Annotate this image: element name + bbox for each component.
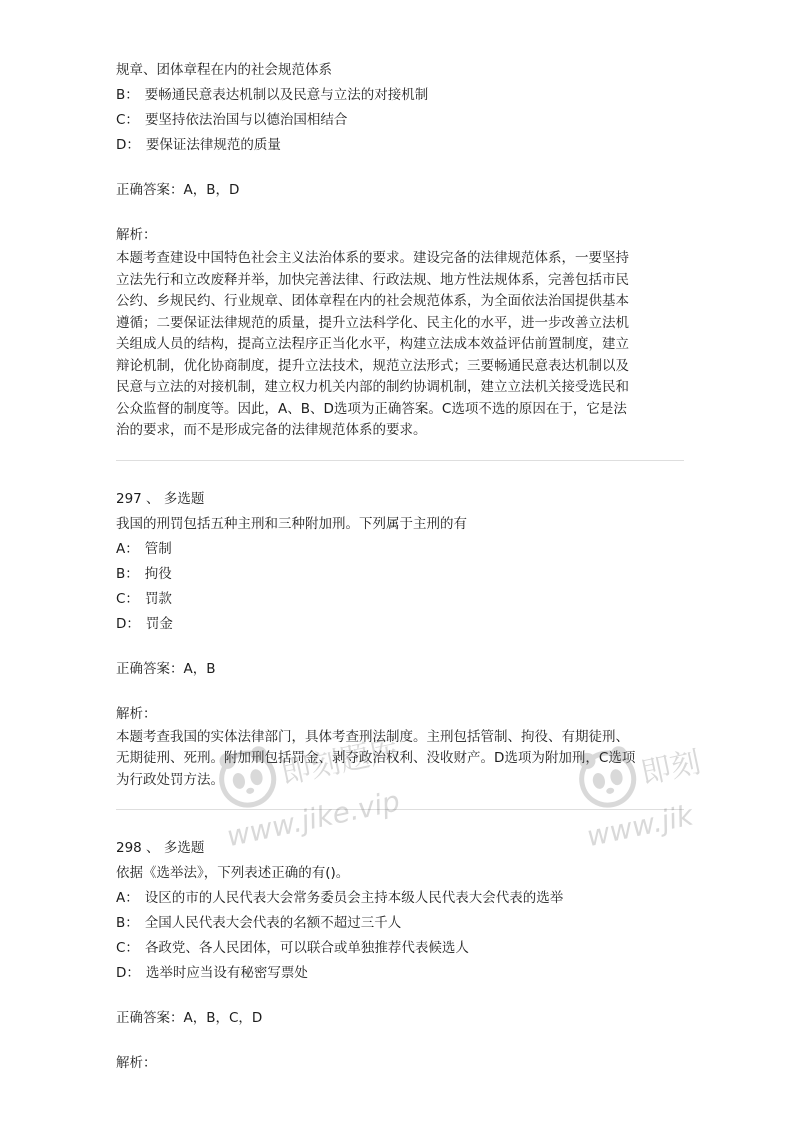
option-label: C： <box>116 112 139 128</box>
q298-option-a[interactable] <box>116 886 686 911</box>
option-text: 罚款 <box>144 590 172 607</box>
q298-option-c[interactable] <box>116 936 686 961</box>
option-text: 要坚持依法治国与以德治国相结合 <box>144 112 348 128</box>
option-text: 选举时应当设有秘密写票处 <box>145 965 308 981</box>
q298-stem: 依据《选举法》，下列表述正确的有()。 <box>116 865 350 881</box>
option-label: A： <box>116 540 139 557</box>
analysis-line: 无期徒刑、死刑。附加刑包括罚金、剥夺政治权利、没收财产。D选项为附加刑，C选项 <box>116 750 636 766</box>
option-text: 拘役 <box>144 565 172 582</box>
q298-correct-answer: 正确答案：A，B，C，D <box>116 1010 263 1026</box>
analysis-line: 立法先行和立改废释并举，加快完善法律、行政法规、地方性法规体系，完善包括市民 <box>116 271 629 288</box>
option-text: 设区的市的人民代表大会常务委员会主持本级人民代表大会代表的选举 <box>144 890 564 906</box>
analysis-line: 治的要求，而不是形成完备的法律规范体系的要求。 <box>116 422 427 438</box>
watermark-url: www.jike.vip <box>223 784 403 854</box>
option-label: D： <box>116 137 140 153</box>
question-divider <box>116 460 684 461</box>
q297-option-a[interactable] <box>116 537 686 562</box>
option-text: 要畅通民意表达机制以及民意与立法的对接机制 <box>144 87 429 103</box>
analysis-line: 民意与立法的对接机制，建立权力机关内部的制约协调机制，建立立法机关接受选民和 <box>116 379 629 395</box>
q297-header: 297 、 多选题 <box>116 490 205 507</box>
q298-option-b[interactable] <box>116 911 686 936</box>
watermark-brand-partial: 即刻 <box>637 744 704 792</box>
q296-option-b[interactable] <box>116 83 686 108</box>
option-label: D： <box>116 615 140 632</box>
q298-option-d[interactable] <box>116 961 686 986</box>
option-text: 各政党、各人民团体，可以联合或单独推荐代表候选人 <box>144 940 469 956</box>
q298-header: 298 、 多选题 <box>116 840 205 856</box>
analysis-line: 为行政处罚方法。 <box>116 771 224 788</box>
option-a-continuation: 规章、团体章程在内的社会规范体系 <box>116 62 332 78</box>
option-label: B： <box>116 87 139 103</box>
analysis-line: 关组成人员的结构，提高立法程序正当化水平，构建立法成本效益评估前置制度，建立 <box>116 336 629 352</box>
analysis-line: 辩论机制，优化协商制度，提升立法技术，规范立法形式；三要畅通民意表达机制以及 <box>116 357 629 374</box>
analysis-line: 本题考查我国的实体法律部门，具体考查刑法制度。主刑包括管制、拘役、有期徒刑、 <box>116 728 629 745</box>
option-text: 全国人民代表大会代表的名额不超过三千人 <box>144 915 402 931</box>
q296-option-c[interactable] <box>116 108 686 133</box>
q298-analysis-title: 解析： <box>116 1055 157 1071</box>
option-label: D： <box>116 965 140 981</box>
option-label: A： <box>116 890 139 906</box>
option-label: B： <box>116 915 139 931</box>
q297-correct-answer: 正确答案：A，B <box>116 660 216 677</box>
q297-analysis-title: 解析： <box>116 705 157 722</box>
q296-analysis-text <box>116 248 686 442</box>
analysis-line: 遵循；二要保证法律规范的质量，提升立法科学化、民主化的水平，进一步改善立法机 <box>116 314 629 331</box>
analysis-line: 公众监督的制度等。因此，A、B、D选项为正确答案。C选项不选的原因在于，它是法 <box>116 400 627 417</box>
question-divider <box>116 809 684 810</box>
q297-stem: 我国的刑罚包括五种主刑和三种附加刑。下列属于主刑的有 <box>116 515 467 532</box>
analysis-line: 公约、乡规民约、行业规章、团体章程在内的社会规范体系，为全面依法治国提供基本 <box>116 293 629 309</box>
option-text: 要保证法律规范的质量 <box>145 137 281 153</box>
q296-option-d[interactable] <box>116 133 686 158</box>
option-label: B： <box>116 565 139 582</box>
option-text: 管制 <box>144 540 172 557</box>
q297-analysis-text <box>116 727 686 792</box>
q296-correct-answer: 正确答案：A，B，D <box>116 182 240 198</box>
option-label: C： <box>116 940 139 956</box>
analysis-line: 本题考查建设中国特色社会主义法治体系的要求。建设完备的法律规范体系，一要坚持 <box>116 250 629 266</box>
q297-option-c[interactable] <box>116 587 686 612</box>
q296-analysis-title: 解析： <box>116 227 157 243</box>
q297-option-b[interactable] <box>116 562 686 587</box>
watermark-url-partial: www.jik <box>583 798 696 854</box>
document-page <box>116 58 686 1076</box>
option-label: C： <box>116 590 139 607</box>
option-text: 罚金 <box>145 615 173 632</box>
q297-option-d[interactable] <box>116 612 686 637</box>
watermark-brand: 即刻题库 <box>277 732 403 792</box>
